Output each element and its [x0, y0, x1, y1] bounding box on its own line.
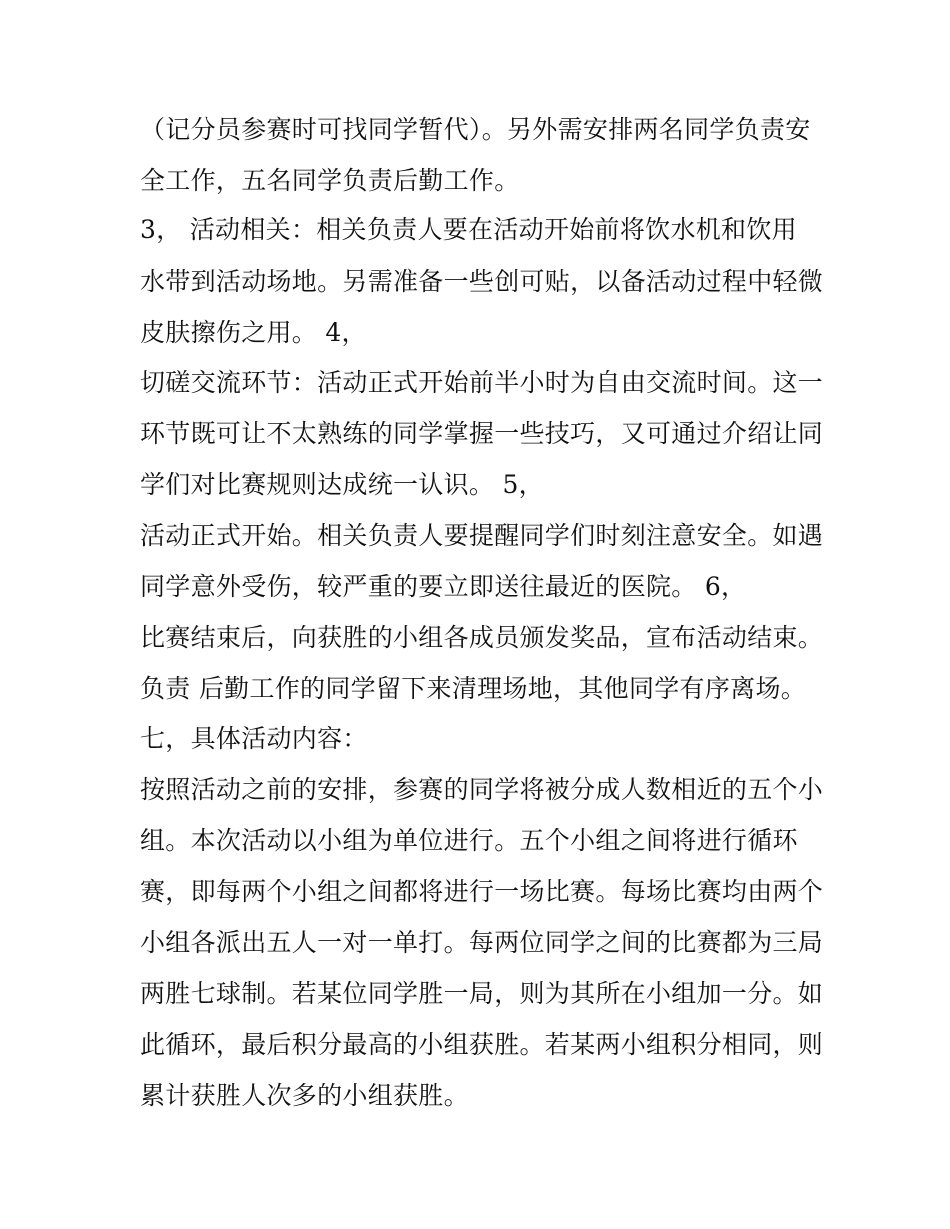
text-line: 赛，即每两个小组之间都将进行一场比赛。每场比赛均由两个 — [140, 877, 824, 906]
section-heading: 七，具体活动内容： — [140, 724, 368, 753]
text-line: 活动正式开始。相关负责人要提醒同学们时刻注意安全。如遇 — [140, 521, 824, 550]
text-line: 皮肤擦伤之用。 4， — [140, 318, 367, 347]
text-line: 3， 活动相关：相关负责人要在活动开始前将饮水机和饮用 — [140, 215, 797, 244]
text-line: 切磋交流环节：活动正式开始前半小时为自由交流时间。这一 — [140, 368, 824, 397]
text-line: 同学意外受伤，较严重的要立即送往最近的医院。 6， — [140, 572, 747, 601]
text-line: 全工作，五名同学负责后勤工作。 — [140, 166, 520, 195]
text-line: 按照活动之前的安排，参赛的同学将被分成人数相近的五个小 — [140, 775, 824, 804]
text-line: 学们对比赛规则达成统一认识。 5， — [140, 470, 544, 499]
text-line: 累计获胜人次多的小组获胜。 — [140, 1081, 469, 1110]
text-line: （记分员参赛时可找同学暂代）。另外需安排两名同学负责安 — [140, 115, 811, 144]
text-line: 环节既可让不太熟练的同学掌握一些技巧，又可通过介绍让同 — [140, 419, 824, 448]
text-line: 比赛结束后，向获胜的小组各成员颁发奖品，宣布活动结束。 — [140, 623, 824, 652]
text-line: 水带到活动场地。另需准备一些创可贴，以备活动过程中轻微 — [140, 267, 824, 296]
text-line: 组。本次活动以小组为单位进行。五个小组之间将进行循环 — [140, 826, 798, 855]
text-line: 小组各派出五人一对一单打。每两位同学之间的比赛都为三局 — [140, 928, 824, 957]
text-line: 此循环，最后积分最高的小组获胜。若某两小组积分相同，则 — [140, 1030, 824, 1059]
text-line: 两胜七球制。若某位同学胜一局，则为其所在小组加一分。如 — [140, 979, 824, 1008]
text-line: 负责 后勤工作的同学留下来清理场地，其他同学有序离场。 — [140, 674, 807, 703]
